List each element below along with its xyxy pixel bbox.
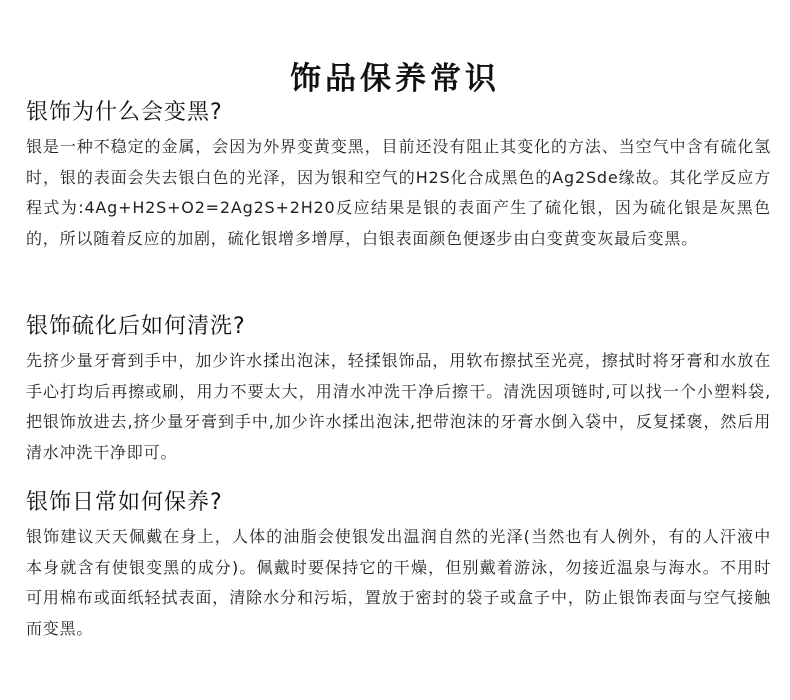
section-why-silver-turns-black bbox=[26, 98, 771, 254]
section-body: 先挤少量牙膏到手中，加少许水揉出泡沫，轻揉银饰品，用软布擦拭至光亮，擦拭时将牙膏和水放在手心打均后再擦或刷，用力不要太大，用清水冲洗干净后擦干。清洗因项链时,可以找一个小塑料袋,把银饰放进去,挤少量牙膏到手中,加少许水揉出泡沫,把带泡沫的牙膏水倒入袋中，反复揉褒，然后用清水冲洗干净即可。 bbox=[26, 351, 771, 462]
section-heading: 银饰日常如何保养? bbox=[26, 490, 223, 515]
section-heading: 银饰为什么会变黑? bbox=[26, 100, 223, 125]
section-heading: 银饰硫化后如何清洗? bbox=[26, 314, 246, 339]
section-daily-care bbox=[26, 488, 771, 644]
section-body: 银饰建议天天佩戴在身上，人体的油脂会使银发出温润自然的光泽(当然也有人例外，有的人汗液中本身就含有使银变黑的成分)。佩戴时要保持它的干燥，但别戴着游泳，勿接近温泉与海水。不用时可用棉布或面纸轻拭表面，清除水分和污垢，置放于密封的袋子或盒子中，防止银饰表面与空气接触而变黑。 bbox=[26, 527, 771, 638]
page-title: 饰品保养常识 bbox=[290, 60, 500, 97]
section-how-to-clean bbox=[26, 312, 771, 468]
section-body: 银是一种不稳定的金属，会因为外界变黄变黑，目前还没有阻止其变化的方法、当空气中含有硫化氢时，银的表面会失去银白色的光泽，因为银和空气的H2S化合成黑色的Ag2Sde缘故。其化学反应方程式为:4Ag+H2S+O2=2Ag2S+2H20反应结果是银的表面产生了硫化银，因为硫化银是灰黑色的，所以随着反应的加剧，硫化银增多增厚，白银表面颜色便逐步由白变黄变灰最后变黑。 bbox=[26, 137, 771, 248]
